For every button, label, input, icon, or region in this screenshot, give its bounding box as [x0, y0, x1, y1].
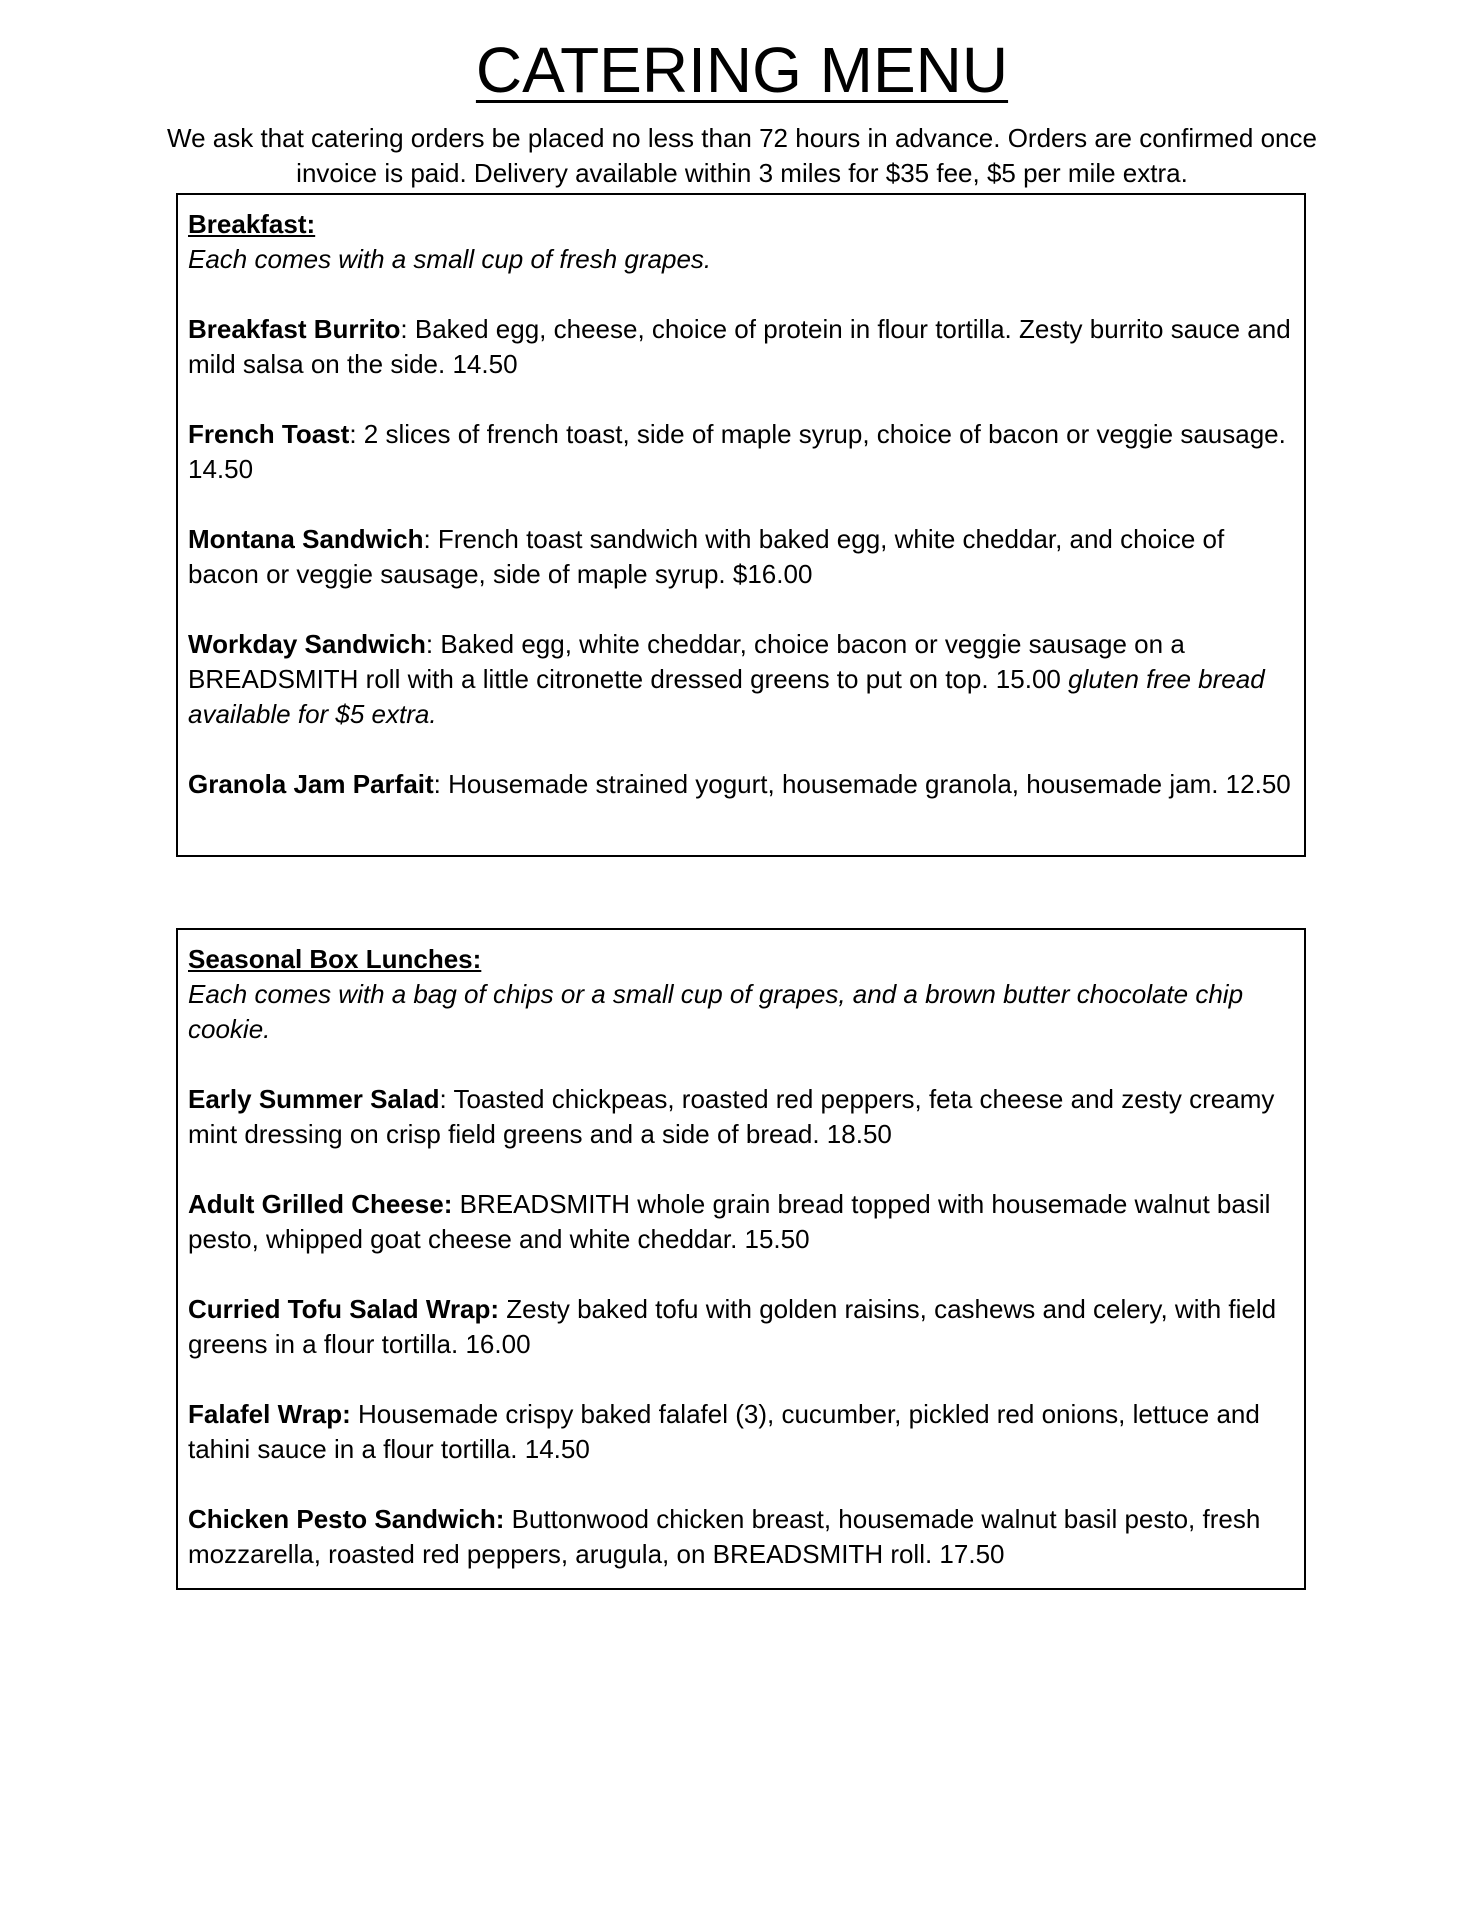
- item-description: 2 slices of french toast, side of maple syrup, choice of bacon or veggie sausage. 14.50: [188, 419, 1286, 484]
- menu-item-workday-sandwich: Workday Sandwich: Baked egg, white cheddar, choice bacon or veggie sausage on a BREADSMITH roll with a little citronette dressed greens to put on top. 15.00 gluten free bread available for $5 extra.: [188, 629, 1265, 729]
- item-name: Early Summer Salad: [188, 1084, 440, 1114]
- breakfast-section: [176, 193, 1306, 857]
- item-extra-note: gluten free bread available for $5 extra.: [188, 664, 1265, 729]
- box-lunches-heading: Seasonal Box Lunches:: [188, 944, 482, 974]
- menu-item-early-summer-salad: Early Summer Salad: Toasted chickpeas, roasted red peppers, feta cheese and zesty creamy mint dressing on crisp field greens and a side of bread. 18.50: [188, 1084, 1275, 1149]
- item-description: Housemade crispy baked falafel (3), cucumber, pickled red onions, lettuce and tahini sauce in a flour tortilla. 14.50: [188, 1399, 1260, 1464]
- menu-item-curried-tofu-salad-wrap: [188, 1292, 1294, 1362]
- page-title: CATERING MENU: [475, 34, 1009, 106]
- item-description: Toasted chickpeas, roasted red peppers, feta cheese and zesty creamy mint dressing on crisp field greens and a side of bread. 18.50: [188, 1084, 1275, 1149]
- item-description: Zesty baked tofu with golden raisins, cashews and celery, with field greens in a flour tortilla. 16.00: [188, 1294, 1277, 1359]
- item-name: Adult Grilled Cheese:: [188, 1189, 453, 1219]
- box-lunches-section: [176, 928, 1306, 1590]
- menu-item-french-toast: French Toast: 2 slices of french toast, side of maple syrup, choice of bacon or veggie sausage. 14.50: [188, 419, 1286, 484]
- breakfast-heading: Breakfast:: [188, 209, 316, 239]
- menu-item-adult-grilled-cheese: [188, 1187, 1294, 1257]
- menu-item-granola-jam-parfait: Granola Jam Parfait: Housemade strained yogurt, housemade granola, housemade jam. 12.50: [188, 769, 1291, 799]
- item-description: Buttonwood chicken breast, housemade walnut basil pesto, fresh mozzarella, roasted red peppers, arugula, on BREADSMITH roll. 17.50: [188, 1504, 1261, 1569]
- item-name: Falafel Wrap:: [188, 1399, 351, 1429]
- item-description: Baked egg, cheese, choice of protein in flour tortilla. Zesty burrito sauce and mild salsa on the side. 14.50: [188, 314, 1291, 379]
- menu-item-montana-sandwich: Montana Sandwich: French toast sandwich with baked egg, white cheddar, and choice of bacon or veggie sausage, side of maple syrup. $16.00: [188, 524, 1225, 589]
- item-name: Workday Sandwich: [188, 629, 426, 659]
- breakfast-note: Each comes with a small cup of fresh grapes.: [188, 244, 712, 274]
- menu-item-breakfast-burrito: Breakfast Burrito: Baked egg, cheese, choice of protein in flour tortilla. Zesty burrito sauce and mild salsa on the side. 14.50: [188, 314, 1291, 379]
- item-description: BREADSMITH whole grain bread topped with housemade walnut basil pesto, whipped goat cheese and white cheddar. 15.50: [188, 1189, 1271, 1254]
- menu-item-falafel-wrap: [188, 1397, 1294, 1467]
- item-name: Curried Tofu Salad Wrap:: [188, 1294, 500, 1324]
- item-name: Granola Jam Parfait: [188, 769, 434, 799]
- ordering-policy-text: We ask that catering orders be placed no less than 72 hours in advance. Orders are confirmed once invoice is paid. Delivery available within 3 miles for $35 fee, $5 per mile extra.: [167, 123, 1317, 188]
- item-description: French toast sandwich with baked egg, white cheddar, and choice of bacon or veggie sausage, side of maple syrup. $16.00: [188, 524, 1225, 589]
- item-name: Chicken Pesto Sandwich:: [188, 1504, 505, 1534]
- item-name: French Toast: [188, 419, 350, 449]
- item-description: Housemade strained yogurt, housemade granola, housemade jam. 12.50: [448, 769, 1291, 799]
- menu-item-chicken-pesto-sandwich: [188, 1502, 1294, 1572]
- item-name: Breakfast Burrito: [188, 314, 401, 344]
- item-description: Baked egg, white cheddar, choice bacon or veggie sausage on a BREADSMITH roll with a little citronette dressed greens to put on top. 15.00: [188, 629, 1185, 694]
- box-lunches-note: Each comes with a bag of chips or a small cup of grapes, and a brown butter chocolate chip cookie.: [188, 979, 1244, 1044]
- item-name: Montana Sandwich: [188, 524, 424, 554]
